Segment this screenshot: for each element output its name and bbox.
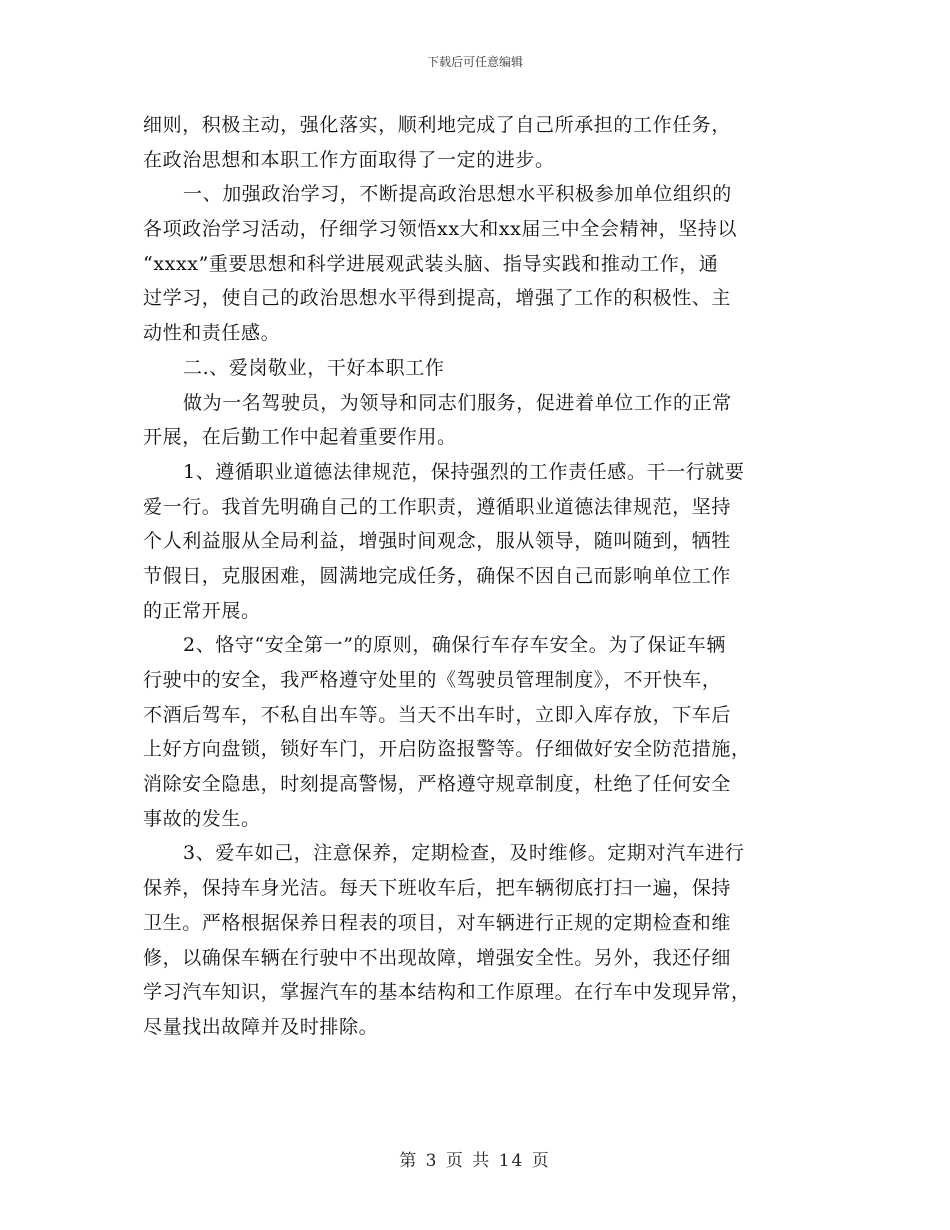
- text-line: 1、遵循职业道德法律规范，保持强烈的工作责任感。干一行就要: [183, 460, 745, 483]
- text-line: 的正常开展。: [143, 599, 261, 622]
- text-line: 动性和责任感。: [143, 322, 281, 345]
- text-line: 3、爱车如己，注意保养，定期检查，及时维修。定期对汽车进行: [183, 842, 745, 865]
- text-line: 尽量找出故障并及时排除。: [143, 1015, 379, 1038]
- text-line: 2、恪守“安全第一”的原则，确保行车存车安全。为了保证车辆: [183, 634, 726, 657]
- text-line: 开展，在后勤工作中起着重要作用。: [143, 426, 457, 449]
- text-line: “xxxx”重要思想和科学进展观武装头脑、指导实践和推动工作，通: [143, 252, 719, 275]
- text-line: 学习汽车知识，掌握汽车的基本结构和工作原理。在行车中发现异常，: [143, 981, 751, 1004]
- text-line: 二.、爱岗敬业，干好本职工作: [183, 356, 445, 379]
- text-line: 节假日，克服困难，圆满地完成任务，确保不因自己而影响单位工作: [143, 564, 732, 587]
- text-line: 各项政治学习活动，仔细学习领悟xx大和xx届三中全会精神，坚持以: [143, 218, 738, 241]
- text-line: 消除安全隐患，时刻提高警惕，严格遵守规章制度，杜绝了任何安全: [143, 773, 732, 796]
- text-line: 爱一行。我首先明确自己的工作职责，遵循职业道德法律规范，坚持: [143, 495, 732, 518]
- text-line: 修，以确保车辆在行驶中不出现故障，增强安全性。另外，我还仔细: [143, 946, 732, 969]
- text-line: 在政治思想和本职工作方面取得了一定的进步。: [143, 148, 555, 171]
- page-header-note: 下载后可任意编辑: [426, 55, 523, 69]
- document-body: [143, 108, 813, 1045]
- text-line: 事故的发生。: [143, 807, 261, 830]
- text-line: 上好方向盘锁，锁好车门，开启防盗报警等。仔细做好安全防范措施，: [143, 738, 751, 761]
- text-line: 行驶中的安全，我严格遵守处里的《驾驶员管理制度》，不开快车，: [143, 669, 722, 691]
- page-number-footer: 第 3 页 共 14 页: [399, 1151, 551, 1171]
- text-line: 卫生。严格根据保养日程表的项目，对车辆进行正规的定期检查和维: [143, 911, 732, 934]
- text-line: 过学习，使自己的政治思想水平得到提高，增强了工作的积极性、主: [143, 287, 732, 310]
- text-line: 保养，保持车身光洁。每天下班收车后，把车辆彻底打扫一遍，保持: [143, 877, 732, 900]
- text-line: 做为一名驾驶员，为领导和同志们服务，促进着单位工作的正常: [183, 391, 732, 414]
- text-line: 个人利益服从全局利益，增强时间观念，服从领导，随叫随到，牺牲: [143, 530, 732, 553]
- text-line: 不酒后驾车，不私自出车等。当天不出车时，立即入库存放，下车后: [143, 703, 732, 726]
- text-line: 细则，积极主动，强化落实，顺利地完成了自己所承担的工作任务，: [143, 114, 732, 136]
- text-line: 一、加强政治学习，不断提高政治思想水平积极参加单位组织的: [183, 183, 732, 206]
